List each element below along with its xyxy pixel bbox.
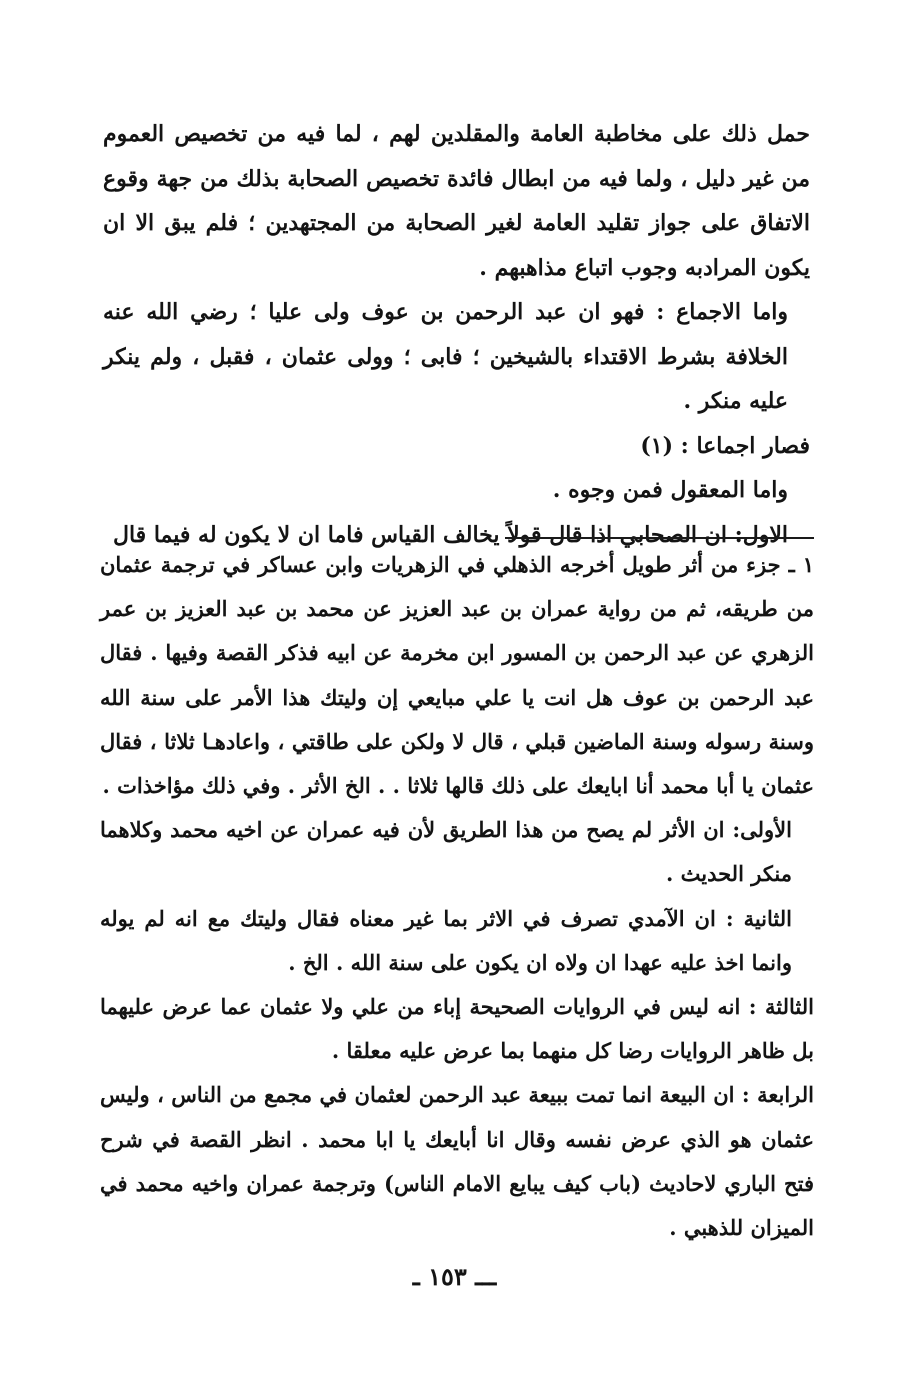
paragraph-ijma: واما الاجماع : فهو ان عبد الرحمن بن عوف ولى عليا ؛ رضي الله عنه الخلافة بشرط الاقتداء بالشيخين ؛ فابى ؛ وولى عثمان ، فقبل ، ولم ينكر عليه منكر . — [103, 299, 788, 414]
paragraph-first-point: الاول: ان الصحابي اذا قال قولاً يخالف القياس فاما ان لا يكون له فيما قال — [112, 521, 788, 548]
footnote-remark-second: الثانية : ان الآمدي تصرف في الاثر بما غير معناه فقال وليتك مع انه لم يوله وانما اخذ عليه عهدا ان ولاه ان يكون على سنة الله . الخ . — [100, 905, 792, 975]
footnote-1: ١ ـ جزء من أثر طويل أخرجه الذهلي في الزهريات وابن عساكر في ترجمة عثمان من طريقه، ثم من رواية عمران بن عبد العزيز عن محمد بن عبد العزيز بن عمر الزهري عن عبد الرحمن بن المسور ابن مخرمة عن ابيه فذكر القصة وفيها . فقال عبد الرحمن بن عوف هل انت يا علي مبايعي إن وليتك هذا الأمر على سنة الله وسنة رسوله وسنة الماضين قبلي ، قال لا ولكن على طاقتي ، واعادهـا ثلاثا ، فقال عثمان يا أبا محمد أنا ابايعك على ذلك قالها ثلاثا . . الخ الأثر . وفي ذلك مؤاخذات . — [100, 552, 814, 799]
footnote-separator — [505, 537, 814, 539]
footnote-remark-fourth: الرابعة : ان البيعة انما تمت ببيعة عبد الرحمن لعثمان في مجمع من الناس ، وليس عثمان هو الذي عرض نفسه وقال انا أبايعك يا ابا محمد . انظر القصة في شرح فتح الباري لاحاديث (باب كيف يبايع الامام الناس) وترجمة عمران واخيه محمد في الميزان للذهبي . — [100, 1082, 814, 1241]
paragraph-continuation: حمل ذلك على مخاطبة العامة والمقلدين لهم ، لما فيه من تخصيص العموم من غير دليل ، ولما فيه من ابطال فائدة تخصيص الصحابة بذلك من جهة وقوع الاتفاق على جواز تقليد العامة لغير الصحابة من المجتهدين ؛ فلم يبق الا ان يكون المرادبه وجوب اتباع مذاهبهم . — [103, 121, 810, 281]
footnote-remark-third: الثالثة : انه ليس في الروايات الصحيحة إباء من علي ولا عثمان عما عرض عليهما بل ظاهر الروايات رضا كل منهما بما عرض عليه معلقا . — [100, 994, 814, 1064]
main-text — [103, 112, 810, 557]
footnotes — [100, 543, 814, 1250]
paragraph-ijma-conclusion: فصار اجماعا : (١) — [640, 432, 810, 459]
paragraph-maqul: واما المعقول فمن وجوه . — [552, 477, 788, 503]
page-number: ـــ ١٥٣ ـ — [412, 1262, 497, 1291]
footnote-remark-first: الأولى: ان الأثر لم يصح من هذا الطريق لأن فيه عمران عن اخيه محمد وكلاهما منكر الحديث . — [100, 817, 792, 887]
